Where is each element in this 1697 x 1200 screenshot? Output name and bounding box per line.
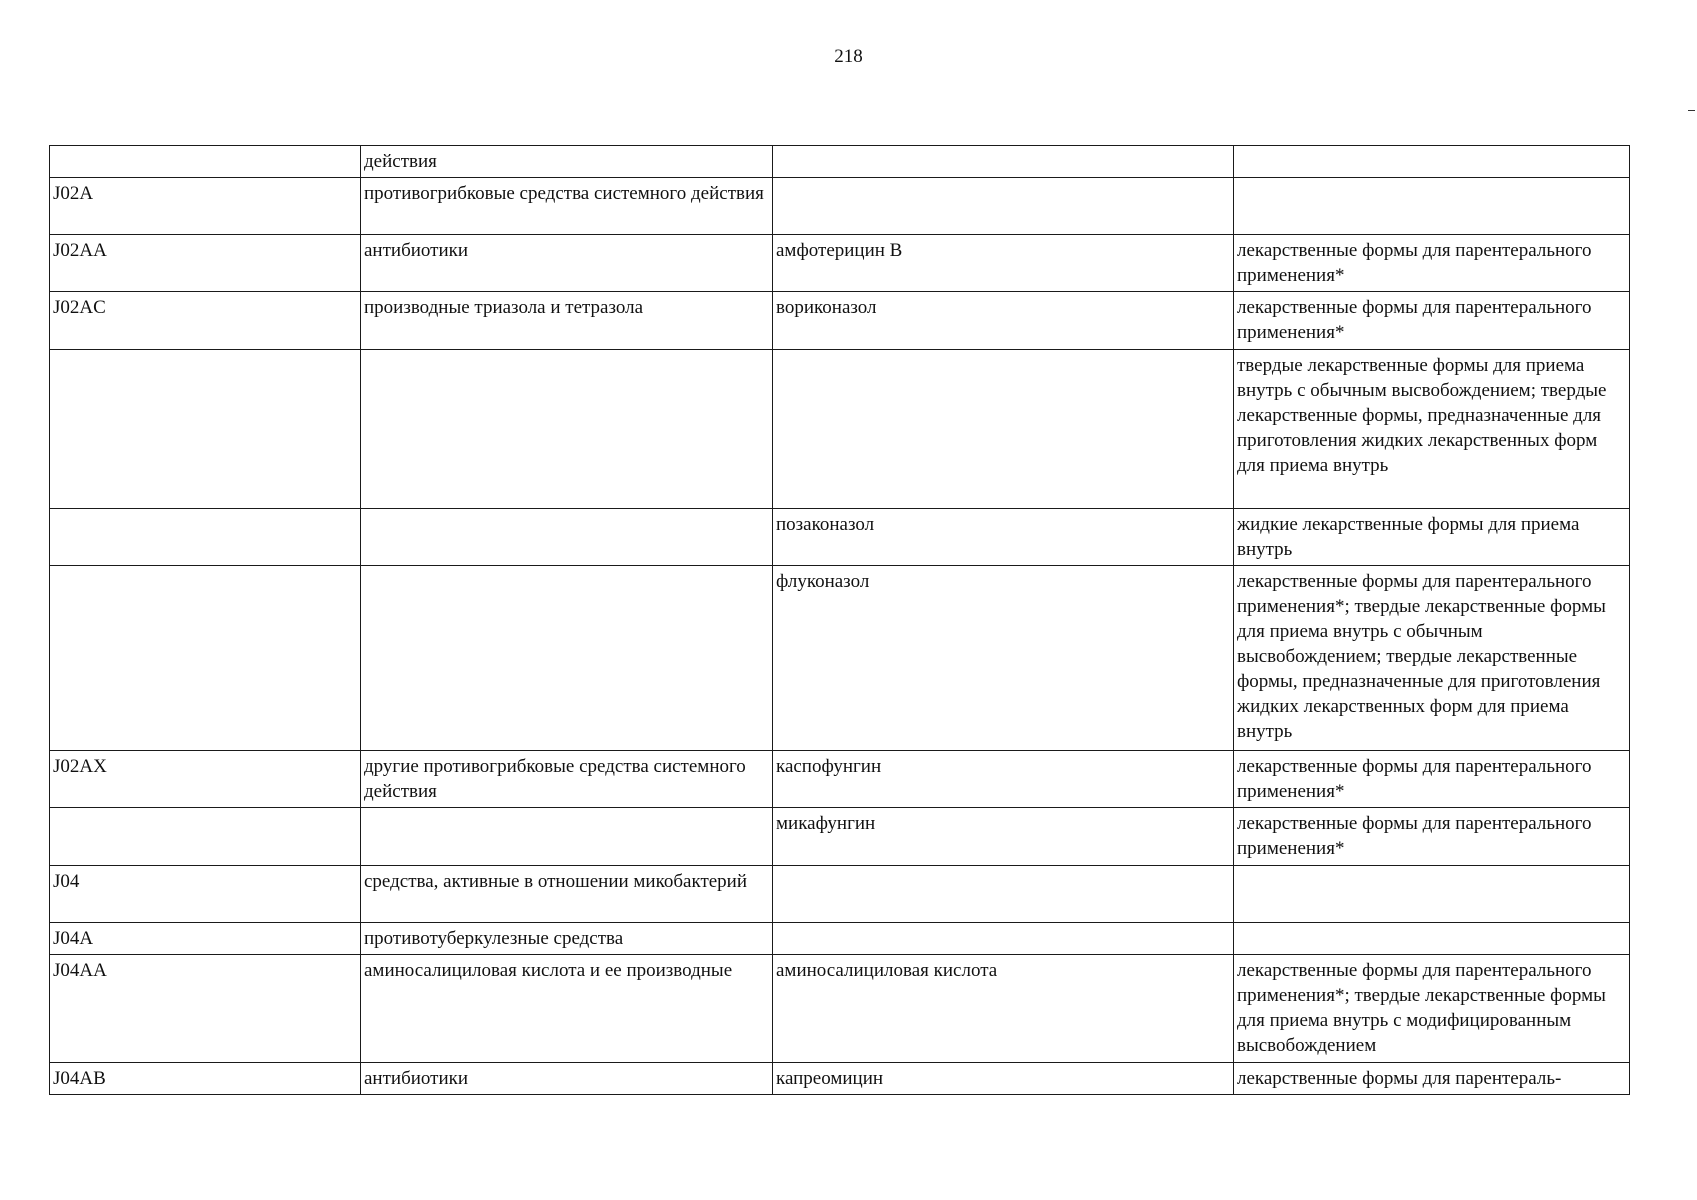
group-name-cell xyxy=(361,808,773,866)
group-name-cell: аминосалициловая кислота и ее производные xyxy=(361,955,773,1063)
group-name-cell: противогрибковые средства системного действия xyxy=(361,178,773,235)
atc-code-cell xyxy=(50,566,361,751)
table-row xyxy=(50,955,1630,1063)
dosage-form-cell xyxy=(1234,923,1630,955)
dosage-form-cell: жидкие лекарственные формы для приема внутрь xyxy=(1234,509,1630,566)
group-name-cell xyxy=(361,566,773,751)
table-row xyxy=(50,866,1630,923)
drug-name-cell: вориконазол xyxy=(773,292,1234,350)
atc-code-cell: J02AC xyxy=(50,292,361,350)
table-row xyxy=(50,292,1630,350)
dosage-form-cell xyxy=(1234,146,1630,178)
group-name-cell: антибиотики xyxy=(361,1063,773,1095)
scan-edge-mark xyxy=(1688,110,1695,111)
dosage-form-cell: лекарственные формы для парентераль- xyxy=(1234,1063,1630,1095)
dosage-form-cell: лекарственные формы для парентерального применения* xyxy=(1234,751,1630,808)
atc-code-cell: J02AX xyxy=(50,751,361,808)
group-name-cell: противотуберкулезные средства xyxy=(361,923,773,955)
group-name-cell: средства, активные в отношении микобактерий xyxy=(361,866,773,923)
dosage-form-cell: лекарственные формы для парентерального применения*; твердые лекарственные формы для приема внутрь с обычным высвобождением; твердые лекарственные формы, предназначенные для приготовления жидких лекарственных форм для приема внутрь xyxy=(1234,566,1630,751)
atc-code-cell xyxy=(50,350,361,509)
atc-code-cell: J04 xyxy=(50,866,361,923)
table-row xyxy=(50,923,1630,955)
drug-name-cell xyxy=(773,350,1234,509)
atc-code-cell: J04A xyxy=(50,923,361,955)
atc-code-cell: J02A xyxy=(50,178,361,235)
page-number: 218 xyxy=(834,46,863,67)
atc-code-cell xyxy=(50,808,361,866)
drug-name-cell: микафунгин xyxy=(773,808,1234,866)
table-row xyxy=(50,751,1630,808)
drug-name-cell xyxy=(773,178,1234,235)
drug-name-cell: аминосалициловая кислота xyxy=(773,955,1234,1063)
table-row xyxy=(50,235,1630,292)
atc-code-cell: J02AA xyxy=(50,235,361,292)
table-row xyxy=(50,178,1630,235)
table-row xyxy=(50,566,1630,751)
drug-name-cell: амфотерицин B xyxy=(773,235,1234,292)
dosage-form-cell: лекарственные формы для парентерального применения* xyxy=(1234,235,1630,292)
group-name-cell: другие противогрибковые средства системного действия xyxy=(361,751,773,808)
drug-name-cell xyxy=(773,923,1234,955)
group-name-cell: антибиотики xyxy=(361,235,773,292)
atc-code-cell xyxy=(50,146,361,178)
drug-name-cell: флуконазол xyxy=(773,566,1234,751)
atc-code-cell xyxy=(50,509,361,566)
table-row xyxy=(50,808,1630,866)
drug-classification-table xyxy=(49,145,1630,1095)
table-row xyxy=(50,146,1630,178)
table-row xyxy=(50,509,1630,566)
drug-name-cell: каспофунгин xyxy=(773,751,1234,808)
drug-name-cell xyxy=(773,866,1234,923)
table-row xyxy=(50,1063,1630,1095)
drug-name-cell: позаконазол xyxy=(773,509,1234,566)
group-name-cell xyxy=(361,350,773,509)
dosage-form-cell: лекарственные формы для парентерального применения* xyxy=(1234,292,1630,350)
drug-name-cell: капреомицин xyxy=(773,1063,1234,1095)
dosage-form-cell: лекарственные формы для парентерального применения* xyxy=(1234,808,1630,866)
dosage-form-cell: лекарственные формы для парентерального применения*; твердые лекарственные формы для приема внутрь с модифицированным высвобождением xyxy=(1234,955,1630,1063)
table-row xyxy=(50,350,1630,509)
dosage-form-cell xyxy=(1234,866,1630,923)
group-name-cell: производные триазола и тетразола xyxy=(361,292,773,350)
dosage-form-cell: твердые лекарственные формы для приема внутрь с обычным высвобождением; твердые лекарственные формы, предназначенные для приготовления жидких лекарственных форм для приема внутрь xyxy=(1234,350,1630,509)
dosage-form-cell xyxy=(1234,178,1630,235)
drug-name-cell xyxy=(773,146,1234,178)
group-name-cell xyxy=(361,509,773,566)
atc-code-cell: J04AA xyxy=(50,955,361,1063)
atc-code-cell: J04AB xyxy=(50,1063,361,1095)
group-name-cell: действия xyxy=(361,146,773,178)
